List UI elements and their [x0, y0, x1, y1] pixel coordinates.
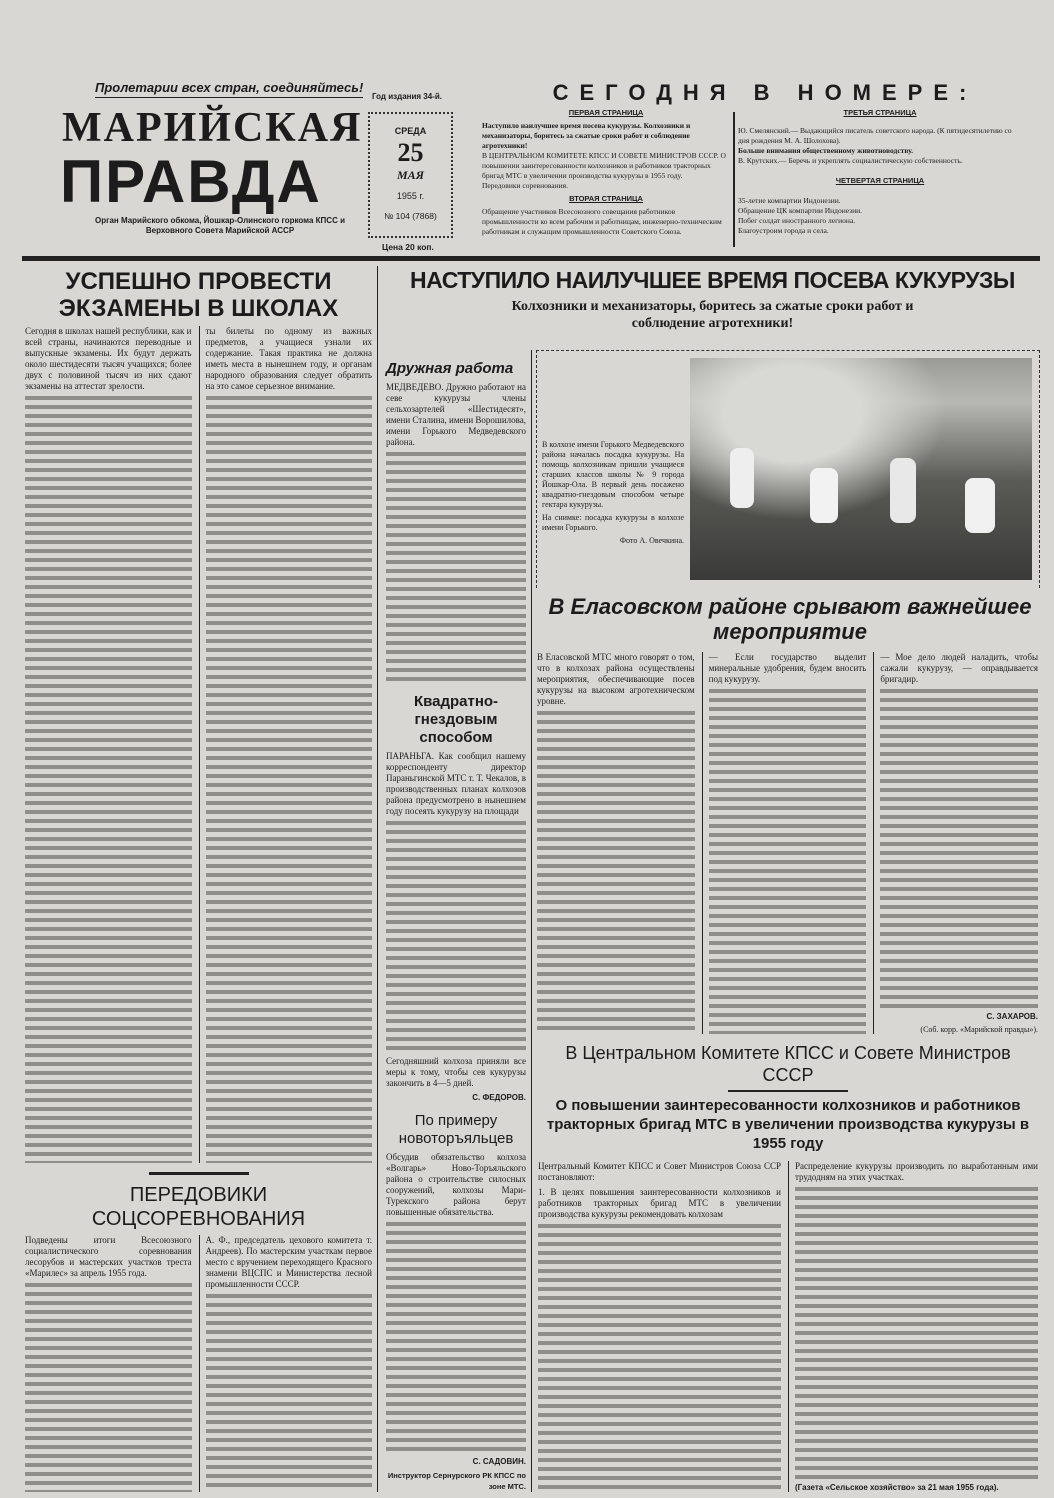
decree-lead: Центральный Комитет КПСС и Совет Министров Союза ССР постановляют:	[538, 1161, 781, 1182]
page2-label: ВТОРАЯ СТРАНИЦА	[569, 194, 643, 203]
decree-source: (Газета «Сельское хозяйство» за 21 мая 1955 года).	[795, 1483, 999, 1492]
page3-label: ТРЕТЬЯ СТРАНИЦА	[843, 108, 917, 117]
left-column-rule	[377, 266, 378, 1492]
square-method-author: С. ФЕДОРОВ.	[472, 1093, 526, 1102]
page3-item: В. Крутских.— Беречь и укреплять социалистическую собственность.	[738, 156, 963, 165]
contents-left	[482, 108, 730, 237]
page3-item: Ю. Смелянский.— Выдающийся писатель советского народа. (К пятидесятилетию со дня рождения М. А. Шолохова).	[738, 126, 1012, 145]
elasovo-author: С. ЗАХАРОВ.	[986, 1012, 1039, 1021]
price: Цена 20 коп.	[382, 242, 434, 252]
decree-item1: 1. В целях повышения заинтересованности колхозников и работников тракторных бригад МТС в увеличении производства кукурузы рекомендовать колхозам	[538, 1187, 781, 1219]
day: 25	[397, 138, 424, 167]
narrow-col-rule	[531, 350, 532, 1492]
photo-credit: Фото А. Овечкина.	[619, 536, 684, 545]
contents-title: СЕГОДНЯ В НОМЕРЕ:	[552, 80, 978, 105]
decree-body-col2	[795, 1187, 1038, 1479]
masthead-rule	[22, 256, 1040, 261]
date-box	[368, 112, 453, 238]
contents-divider	[733, 112, 735, 247]
exams-lead: Сегодня в школах нашей республики, как и всей страны, начинаются переводные и выпускные экзамены. Их будут держать около шестидесяти тысяч учащихся; более двух с половиной тысяч из них сдают экзамены на аттестат зрелости.	[25, 326, 192, 391]
decree-body-col1	[538, 1224, 781, 1492]
decree-heading: В Центральном Комитете КПСС и Совете Министров СССР	[565, 1043, 1011, 1085]
page3-item: Больше внимания общественному животноводству.	[738, 146, 914, 155]
weekday: СРЕДА	[394, 126, 427, 136]
friendly-work-title: Дружная работа	[386, 360, 514, 377]
photo-caption: В колхозе имени Горького Медведевского района началась посадка кукурузы. На помощь колхозникам пришли учащиеся старших классов школы № 9 города Йошкар-Ола. В первый день посажено квадратно-гнездовым способом четыре гектара кукурузы.	[542, 440, 684, 509]
decree-col2-lead: Распределение кукурузы производить по выработанным ими трудодням на этих участках.	[795, 1161, 1038, 1182]
page1-label: ПЕРВАЯ СТРАНИЦА	[568, 108, 644, 117]
page1-item: Наступило наилучшее время посева кукурузы. Колхозники и механизаторы, боритесь за сжатые сроки работ и соблюдение агротехники!	[482, 121, 691, 150]
exams-body-col1	[25, 396, 192, 1163]
example-title: По примеру новоторъяльцев	[398, 1112, 514, 1147]
leaders-headline: ПЕРЕДОВИКИ СОЦСОРЕВНОВАНИЯ	[91, 1184, 306, 1230]
exams-section	[25, 268, 372, 1163]
elasovo-author-role: (Соб. корр. «Марийской правды»).	[920, 1025, 1039, 1034]
page4-item: 35-летие компартии Индонезии.	[738, 196, 841, 205]
leaders-body-col2	[206, 1294, 373, 1492]
elasovo-body-col1	[537, 711, 695, 1034]
corn-headline: НАСТУПИЛО НАИЛУЧШЕЕ ВРЕМЯ ПОСЕВА КУКУРУЗЫ	[410, 267, 1015, 293]
square-method-tail: Сегодняшний колхоза приняли все меры к тому, чтобы сев кукурузы закончить в 4—5 дней.	[386, 1056, 526, 1088]
organ-line: Орган Марийского обкома, Йошкар-Олинского горкома КПСС и Верховного Совета Марийской АССР	[95, 216, 345, 235]
photo-note: На снимке: посадка кукурузы в колхозе имени Горького.	[542, 513, 684, 532]
elasovo-lead: В Еласовской МТС много говорят о том, что в колхозах района осуществлены мероприятия, обеспечивающие посев кукурузы на высоком агротехническом уровне.	[537, 652, 695, 706]
leaders-lead: Подведены итоги Всесоюзного социалистического соревнования лесорубов и мастерских участков треста «Марилес» за апрель 1955 года.	[25, 1235, 192, 1278]
publication-year: Год издания 34-й.	[372, 92, 442, 101]
contents-right	[738, 108, 1022, 236]
friendly-work-body	[386, 452, 526, 683]
page1-item: В ЦЕНТРАЛЬНОМ КОМИТЕТЕ КПСС И СОВЕТЕ МИНИСТРОВ СССР. О повышении заинтересованности колхозников и работников тракторных бригад МТС в увеличении производства кукурузы в 1955 году.	[482, 151, 726, 180]
page2-item: Обращение участников Всесоюзного совещания работников промышленности ко всем рабочим и работницам, инженерно-техническим работникам и служащим промышленности Советского Союза.	[482, 207, 722, 236]
example-author: С. САДОВИН.	[472, 1457, 526, 1466]
leaders-body-col1	[25, 1283, 192, 1492]
slogan: Пролетарии всех стран, соединяйтесь!	[95, 80, 363, 98]
elasovo-body-col2	[709, 689, 867, 1034]
square-method-title: Квадратно-гнездовым способом	[413, 693, 499, 746]
example-body	[386, 1222, 526, 1453]
exams-col2-lead: ты билеты по одному из важных предметов, а учащиеся узнали их содержание. Такая практика не должна иметь места в нынешнем году, и органам народного образования следует обратить на это самое серьезное внимание.	[205, 326, 372, 391]
exams-body-col2	[206, 396, 373, 1163]
corn-header	[385, 266, 1040, 332]
newspaper-title-bottom: ПРАВДА	[60, 148, 322, 215]
month: МАЯ	[397, 168, 424, 182]
page4-item: Благоустроим города и села.	[738, 226, 829, 235]
elasovo-headline: В Еласовском районе срывают важнейшее мероприятие	[548, 594, 1032, 644]
ornament	[149, 1172, 249, 1175]
decree-underline	[728, 1090, 848, 1092]
photo-caption-block	[542, 440, 684, 545]
leaders-section	[25, 1172, 372, 1492]
corn-planting-photo	[690, 358, 1032, 580]
elasovo-col3: — Мое дело людей наладить, чтобы сажали кукурузу, — оправдывается бригадир.	[880, 652, 1039, 684]
exams-headline: УСПЕШНО ПРОВЕСТИ ЭКЗАМЕНЫ В ШКОЛАХ	[58, 268, 339, 322]
example-lead: Обсудив обязательство колхоза «Волгарь» Ново-Торъяльского района о строительстве силосных сооружений, колхозы Мари-Турекского района берут повышенные обязательства.	[386, 1152, 526, 1217]
newspaper-title-top: МАРИЙСКАЯ	[62, 105, 363, 151]
square-method-lead: ПАРАНЬГА. Как сообщил нашему корреспонденту директор Параньгинской МТС т. Т. Чекалов, в производственных планах колхозов района предусмотрено в нынешнем году посеять кукурузу на площади	[386, 751, 526, 816]
corn-subhead: Колхозники и механизаторы, боритесь за сжатые сроки работ и соблюдение агротехники!	[511, 299, 914, 331]
page4-label: ЧЕТВЕРТАЯ СТРАНИЦА	[835, 176, 925, 185]
page4-item: Обращение ЦК компартии Индонезии.	[738, 206, 863, 215]
issue-number: № 104 (7868)	[384, 211, 437, 221]
page1-item: Передовики соревнования.	[482, 181, 568, 190]
page4-item: Побег солдат иностранного легиона.	[738, 216, 856, 225]
decree-section	[538, 1042, 1038, 1492]
elasovo-columns	[537, 652, 1038, 1034]
example-author-role: Инструктор Сернурского РК КПСС по зоне МТС.	[387, 1471, 526, 1491]
friendly-work-lead: МЕДВЕДЕВО. Дружно работают на севе кукурузы члены сельхозартелей «Шестидесят», имени Сталина, имени Ворошилова, имени Горького Медведевского района.	[386, 382, 527, 447]
leaders-col2-lead: А. Ф., председатель цехового комитета т. Андреев). По мастерским участкам первое место с вручением переходящего Красного знамени ВЦСПС и Министерства лесной промышленности СССР.	[205, 1235, 372, 1289]
square-method-body	[386, 821, 526, 1052]
elasovo-body-col3	[880, 689, 1038, 1008]
issue-year: 1955 г.	[396, 191, 425, 201]
narrow-column	[386, 360, 526, 1492]
decree-title: О повышении заинтересованности колхозников и работников тракторных бригад МТС в увеличении производства кукурузы в 1955 году	[546, 1097, 1030, 1152]
elasovo-col2: — Если государство выделит минеральные удобрения, будем вносить под кукурузу.	[708, 652, 867, 684]
